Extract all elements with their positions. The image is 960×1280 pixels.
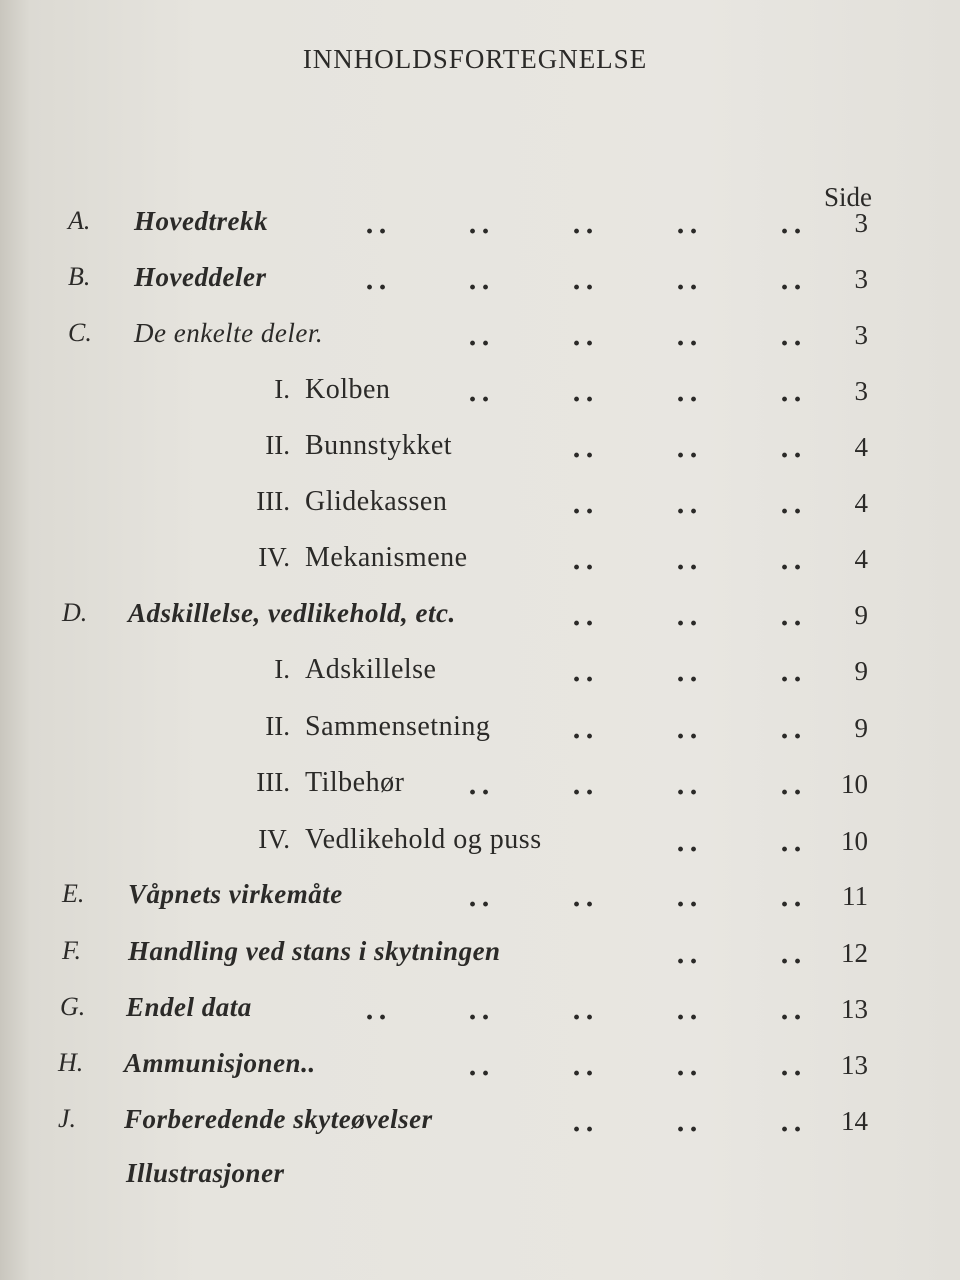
leader-dots: .. [572,996,599,1026]
section-letter: A. [68,206,91,235]
page-number: 3 [854,376,868,406]
page-number: 9 [854,600,868,630]
leader-dots: .. [676,322,703,352]
leader-dots: .. [365,210,392,240]
leader-dots: .. [676,434,703,464]
entry-title: Bunnstykket [305,430,453,461]
leader-dots: .. [780,771,807,801]
leader-dots: .. [780,490,807,520]
leader-dots: .. [676,771,703,801]
entry-title: Adskillelse [305,654,437,685]
leader-dots: .. [572,1108,599,1138]
leader-dots: .. [572,266,599,296]
leader-dots: .. [676,602,703,632]
entry-title: De enkelte deler. [134,318,324,348]
toc-entry [0,1104,960,1144]
page-title [0,44,960,75]
subsection-numeral: I. [274,654,290,684]
leader-dots: .. [572,715,599,745]
subsection-numeral: II. [265,711,290,741]
leader-dots: .. [676,210,703,240]
page-number: 12 [841,938,868,968]
page-number: 3 [854,264,868,294]
subsection-numeral: IV. [258,824,290,854]
leader-dots: .. [468,322,495,352]
leader-dots: .. [780,940,807,970]
page-number: 3 [854,320,868,350]
toc-entry [0,1048,960,1088]
subsection-numeral: IV. [258,542,290,572]
toc-entry [0,767,960,807]
leader-dots: .. [780,883,807,913]
leader-dots: .. [780,378,807,408]
leader-dots: .. [676,546,703,576]
leader-dots: .. [780,828,807,858]
section-letter: E. [62,879,85,908]
leader-dots: .. [676,1108,703,1138]
leader-dots: .. [468,996,495,1026]
entry-title: Handling ved stans i skytningen [128,936,501,966]
leader-dots: .. [780,1108,807,1138]
section-letter: J. [58,1104,77,1133]
leader-dots: .. [365,996,392,1026]
leader-dots: .. [676,1052,703,1082]
toc-entry [0,654,960,694]
leader-dots: .. [676,378,703,408]
leader-dots: .. [780,322,807,352]
entry-title: Kolben [305,374,391,405]
leader-dots: .. [572,658,599,688]
leader-dots: .. [572,883,599,913]
toc-entry [0,711,960,751]
entry-title: Tilbehør [305,767,405,798]
page-number: 10 [841,826,868,856]
leader-dots: .. [780,1052,807,1082]
entry-title: Ammunisjonen.. [124,1048,316,1078]
section-letter: H. [58,1048,84,1077]
leader-dots: .. [780,210,807,240]
leader-dots: .. [676,715,703,745]
leader-dots: .. [572,322,599,352]
section-letter: F. [62,936,82,965]
page-number: 4 [854,488,868,518]
section-letter: D. [62,598,88,627]
toc-entry [0,598,960,638]
toc-entry [0,1158,960,1198]
section-letter: C. [68,318,92,347]
leader-dots: .. [468,883,495,913]
entry-title: Mekanismene [305,542,468,573]
toc-entry [0,430,960,470]
leader-dots: .. [468,1052,495,1082]
leader-dots: .. [780,434,807,464]
page-number: 4 [854,544,868,574]
subsection-numeral: III. [256,767,290,797]
leader-dots: .. [572,490,599,520]
page-number: 13 [841,994,868,1024]
page-number: 13 [841,1050,868,1080]
leader-dots: .. [676,266,703,296]
leader-dots: .. [676,828,703,858]
leader-dots: .. [780,266,807,296]
page-number: 9 [854,656,868,686]
entry-title: Sammensetning [305,711,491,742]
leader-dots: .. [572,1052,599,1082]
entry-title: Endel data [126,992,252,1022]
toc-entry [0,824,960,864]
leader-dots: .. [572,434,599,464]
entry-title: Glidekassen [305,486,448,517]
leader-dots: .. [572,771,599,801]
entry-title: Våpnets virkemåte [128,879,343,909]
leader-dots: .. [572,546,599,576]
toc-entry [0,936,960,976]
leader-dots: .. [468,210,495,240]
title-text: INNHOLDSFORTEGNELSE [302,44,648,74]
page-number: 4 [854,432,868,462]
toc-entry [0,992,960,1032]
page-number: 9 [854,713,868,743]
leader-dots: .. [780,996,807,1026]
leader-dots: .. [780,602,807,632]
leader-dots: .. [780,546,807,576]
toc-entry [0,206,960,246]
subsection-numeral: III. [256,486,290,516]
leader-dots: .. [365,266,392,296]
page-number: 11 [842,881,868,911]
section-letter: B. [68,262,91,291]
toc-entry [0,879,960,919]
page-number: 3 [854,208,868,238]
entry-title: Hoveddeler [134,262,267,292]
page-number: 10 [841,769,868,799]
leader-dots: .. [468,771,495,801]
leader-dots: .. [572,602,599,632]
toc-entry [0,542,960,582]
entry-title: Adskillelse, vedlikehold, etc. [128,598,456,628]
toc-entry [0,262,960,302]
leader-dots: .. [780,715,807,745]
toc-entry [0,486,960,526]
subsection-numeral: I. [274,374,290,404]
leader-dots: .. [676,940,703,970]
toc-entry [0,318,960,358]
leader-dots: .. [676,996,703,1026]
leader-dots: .. [676,658,703,688]
leader-dots: .. [572,378,599,408]
subsection-numeral: II. [265,430,290,460]
page-number: 14 [841,1106,868,1136]
entry-title: Hovedtrekk [134,206,268,236]
leader-dots: .. [468,266,495,296]
section-letter: G. [60,992,86,1021]
toc-entry [0,374,960,414]
entry-title: Illustrasjoner [126,1158,285,1188]
leader-dots: .. [572,210,599,240]
entry-title: Vedlikehold og puss [305,824,542,855]
entry-title: Forberedende skyteøvelser [124,1104,433,1134]
leader-dots: .. [676,883,703,913]
side-column-header: Side [823,182,872,212]
leader-dots: .. [676,490,703,520]
leader-dots: .. [468,378,495,408]
leader-dots: .. [780,658,807,688]
